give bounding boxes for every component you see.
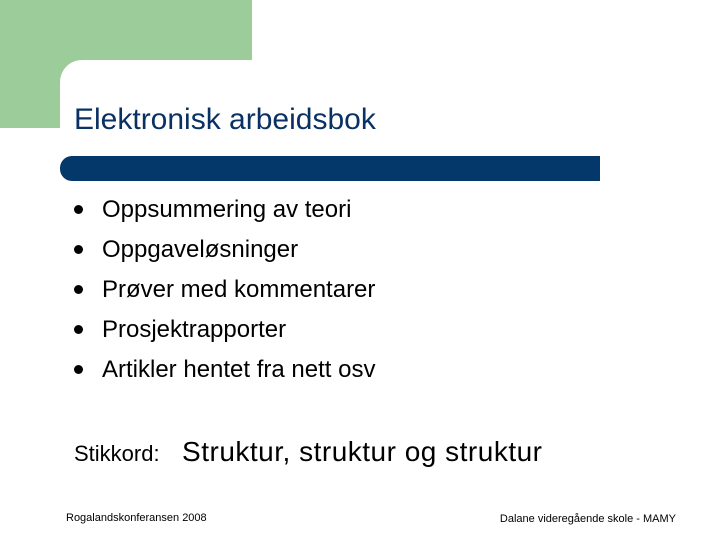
bullet-list (74, 195, 375, 395)
bullet-dot-icon (74, 365, 83, 374)
slide-title: Elektronisk arbeidsbok (74, 103, 376, 136)
bullet-dot-icon (74, 285, 83, 294)
bullet-item (74, 275, 375, 315)
bullet-text: Oppgaveløsninger (102, 236, 299, 263)
bullet-dot-icon (74, 325, 83, 334)
bullet-item (74, 315, 375, 355)
bullet-item (74, 195, 375, 235)
title-underline-bar (60, 156, 600, 181)
bullet-text: Oppsummering av teori (102, 196, 352, 223)
footer-right-text: Dalane videregående skole - MAMY (499, 513, 676, 525)
bullet-text: Prosjektrapporter (102, 316, 287, 343)
bullet-text: Prøver med kommentarer (102, 276, 376, 303)
bullet-dot-icon (74, 205, 83, 214)
bullet-item (74, 235, 375, 275)
bullet-text: Artikler hentet fra nett osv (102, 356, 376, 383)
footer-left-text: Rogalandskonferansen 2008 (66, 512, 207, 524)
bullet-dot-icon (74, 245, 83, 254)
bullet-item (74, 355, 375, 395)
keywords-value: Struktur, struktur og struktur (182, 436, 543, 467)
keywords-label: Stikkord: (74, 441, 160, 466)
keywords-line (74, 436, 543, 468)
